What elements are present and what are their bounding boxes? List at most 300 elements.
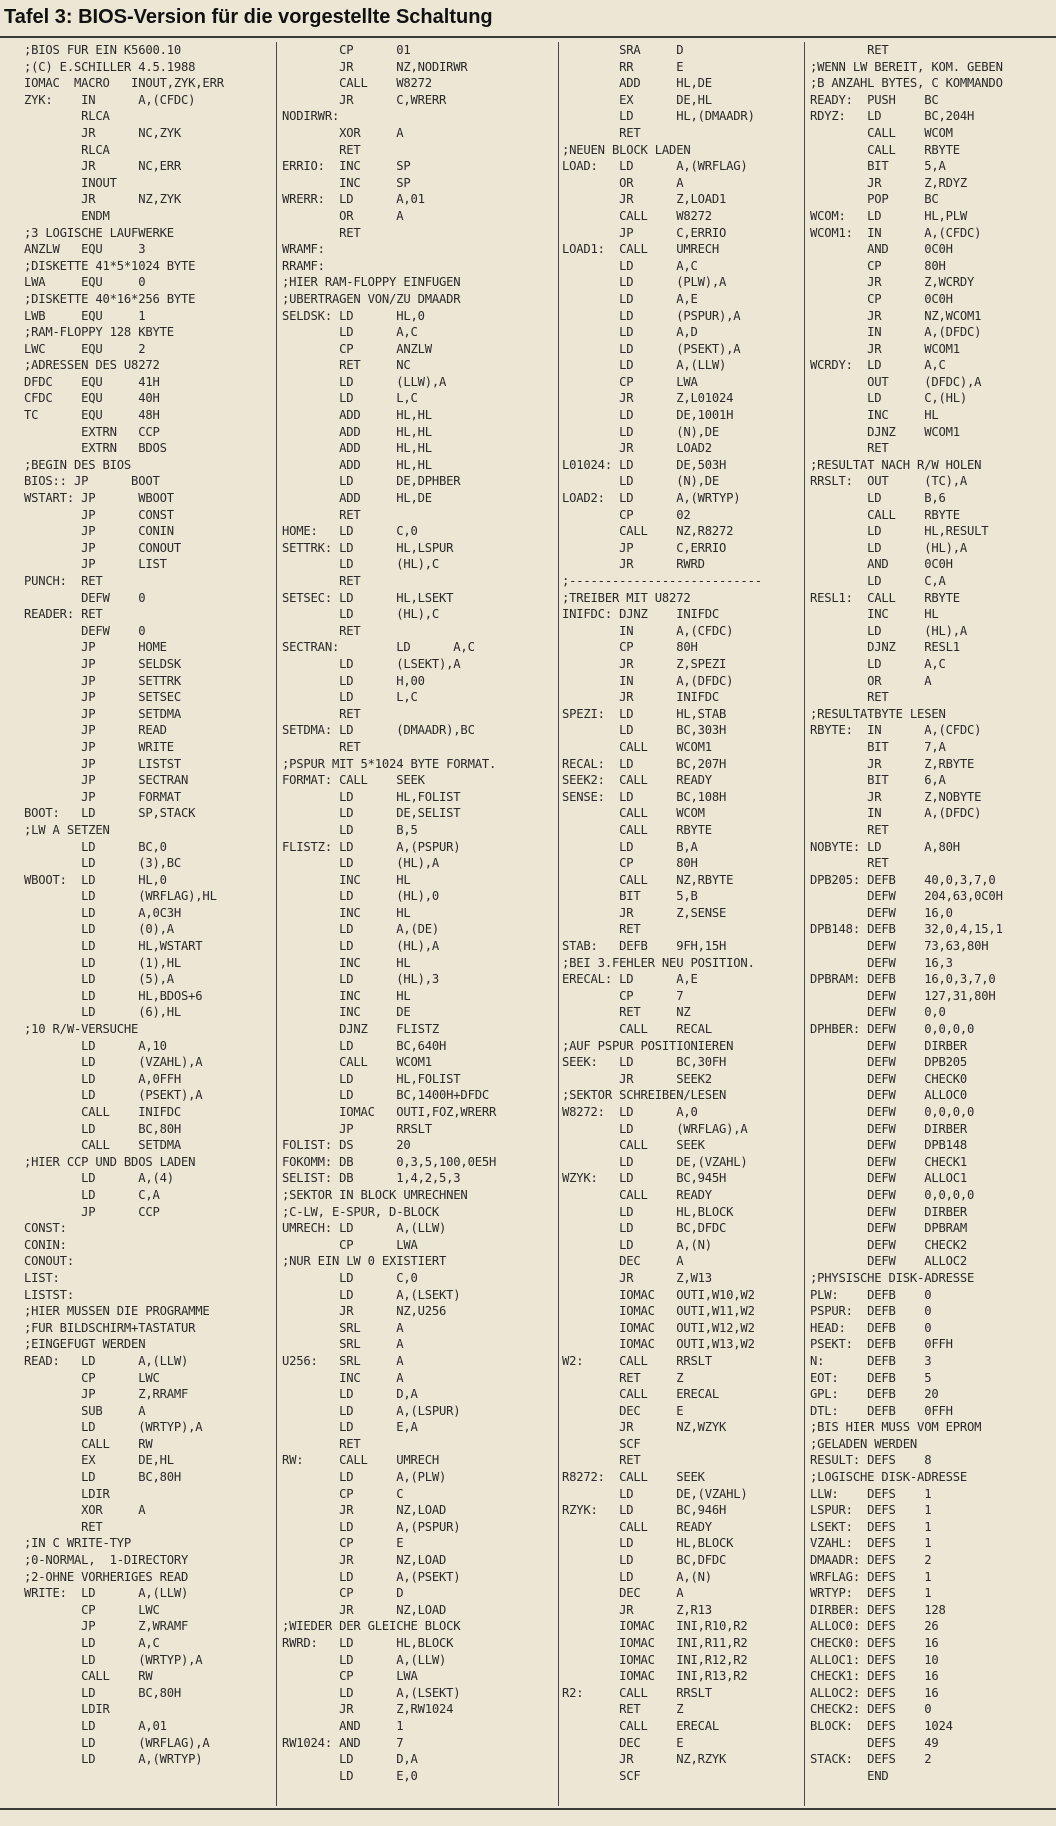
code-line: SETSEC: LD HL,LSEKT xyxy=(282,590,454,605)
code-line: JR Z,SENSE xyxy=(562,905,727,920)
code-line: JP C,ERRIO xyxy=(562,225,727,240)
code-line: JR NZ,ZYK xyxy=(24,192,182,207)
code-line: LD DE,DPHBER xyxy=(282,474,461,489)
code-line: RET xyxy=(282,507,361,522)
code-line: LD E,A xyxy=(282,1420,418,1435)
code-line: DJNZ WCOM1 xyxy=(810,424,960,439)
code-line: CALL RW xyxy=(24,1669,153,1684)
code-line: ;10 R/W-VERSUCHE xyxy=(24,1022,139,1037)
code-line: OR A xyxy=(562,175,684,190)
code-line: RBYTE: IN A,(CFDC) xyxy=(810,723,982,738)
listing-column-2 xyxy=(282,42,554,1806)
code-line: LD A,(PSPUR) xyxy=(282,1519,461,1534)
code-line: DEC A xyxy=(562,1254,684,1269)
code-line: ;SEKTOR IN BLOCK UMRECHNEN xyxy=(282,1187,468,1202)
code-line: INC HL xyxy=(282,988,411,1003)
code-line: RET xyxy=(810,856,889,871)
code-line: FOKOMM: DB 0,3,5,100,0E5H xyxy=(282,1154,497,1169)
code-line: SENSE: LD BC,108H xyxy=(562,789,727,804)
code-line: ;PSPUR MIT 5*1024 BYTE FORMAT. xyxy=(282,756,497,771)
code-line: DEFW DIRBER xyxy=(810,1121,968,1136)
code-line: LD (HL),A xyxy=(810,623,968,638)
code-line: LD (HL),0 xyxy=(282,889,440,904)
code-line: LD A,(PSEKT) xyxy=(282,1569,461,1584)
code-line: CP E xyxy=(282,1536,404,1551)
code-line: WBOOT: LD HL,0 xyxy=(24,872,167,887)
code-line: W8272: LD A,0 xyxy=(562,1105,698,1119)
code-line: READER: RET xyxy=(24,607,103,622)
code-line: CP LWA xyxy=(282,1237,418,1252)
code-line: R8272: CALL SEEK xyxy=(562,1470,705,1485)
code-line: SELIST: DB 1,4,2,5,3 xyxy=(282,1171,461,1186)
code-line: LD A,C xyxy=(24,1636,160,1650)
code-line: JP RRSLT xyxy=(282,1121,432,1136)
code-line: NODIRWR: xyxy=(282,109,340,124)
code-line: RET xyxy=(562,1453,641,1468)
code-line: CHECK1: DEFS 16 xyxy=(810,1669,939,1684)
column-divider xyxy=(276,42,277,1806)
bottom-rule xyxy=(0,1808,1056,1810)
code-line: LDIR xyxy=(24,1702,110,1717)
code-line: LLW: DEFS 1 xyxy=(810,1486,932,1501)
code-line: END xyxy=(810,1768,889,1783)
code-line: IOMAC INI,R12,R2 xyxy=(562,1652,748,1667)
code-line: ENDM xyxy=(24,208,110,223)
code-line: DPB205: DEFB 40,0,3,7,0 xyxy=(810,872,996,887)
code-line: LD BC,303H xyxy=(562,723,727,738)
code-line: SRL A xyxy=(282,1320,404,1335)
code-line: DEFW 0 xyxy=(24,623,146,638)
code-line: CALL WCOM xyxy=(810,125,953,140)
code-line: EOT: DEFB 5 xyxy=(810,1370,932,1385)
code-line: AND 0C0H xyxy=(810,242,953,257)
code-line: ;NUR EIN LW 0 EXISTIERT xyxy=(282,1254,447,1269)
code-line: WRTYP: DEFS 1 xyxy=(810,1586,932,1601)
code-line: ERRIO: INC SP xyxy=(282,159,411,174)
code-line: LD BC,DFDC xyxy=(562,1553,727,1568)
code-line: CALL NZ,R8272 xyxy=(562,524,734,539)
code-line: RET xyxy=(282,574,361,588)
code-line: LD (HL),3 xyxy=(282,972,440,987)
code-line: JR LOAD2 xyxy=(562,441,712,456)
code-line: INIFDC: DJNZ INIFDC xyxy=(562,607,720,622)
code-line: CP 0C0H xyxy=(810,291,953,306)
code-line: DPBRAM: DEFB 16,0,3,7,0 xyxy=(810,972,996,987)
code-line: CP ANZLW xyxy=(282,341,432,356)
code-line: ;UBERTRAGEN VON/ZU DMAADR xyxy=(282,291,461,306)
code-line: SCF xyxy=(562,1436,641,1451)
code-line: CALL W8272 xyxy=(282,76,432,91)
code-line: RET xyxy=(282,706,361,721)
code-line: ALLOC2: DEFS 16 xyxy=(810,1685,939,1700)
code-line: LWC EQU 2 xyxy=(24,341,146,356)
code-line: LD (PSEKT),A xyxy=(562,341,741,356)
code-line: LD HL,FOLIST xyxy=(282,789,461,804)
code-line: ;BEGIN DES BIOS xyxy=(24,457,132,472)
code-line: RW1024: AND 7 xyxy=(282,1735,404,1750)
code-line: CALL RECAL xyxy=(562,1022,712,1037)
code-line: SCF xyxy=(562,1768,641,1783)
code-line: JP LISTST xyxy=(24,756,182,771)
code-line: LD HL,(DMAADR) xyxy=(562,109,755,124)
code-line: ;RESULTATBYTE LESEN xyxy=(810,706,946,721)
code-line: JR Z,RBYTE xyxy=(810,756,975,771)
code-line: INC HL xyxy=(810,607,939,622)
code-line: ;--------------------------- xyxy=(562,574,762,588)
code-line: DTL: DEFB 0FFH xyxy=(810,1403,953,1418)
code-line: ;HIER RAM-FLOPPY EINFUGEN xyxy=(282,275,461,290)
code-line: RET xyxy=(24,1519,103,1534)
code-line: DJNZ RESL1 xyxy=(810,640,960,655)
code-line: LD (PSPUR),A xyxy=(562,308,741,323)
code-line: ;NEUEN BLOCK LADEN xyxy=(562,142,691,157)
code-line: XOR A xyxy=(24,1503,146,1518)
code-line: RET xyxy=(810,690,889,705)
listing-columns xyxy=(0,42,1056,1806)
code-line: INC HL xyxy=(282,905,411,920)
code-line: LD B,6 xyxy=(810,491,946,506)
code-line: LOAD2: LD A,(WRTYP) xyxy=(562,491,741,506)
code-line: ADD HL,DE xyxy=(282,491,432,506)
code-line: LD B,A xyxy=(562,839,698,854)
code-line: LIST: xyxy=(24,1270,60,1285)
code-line: LD (WRTYP),A xyxy=(24,1652,203,1667)
code-line: CP LWA xyxy=(282,1669,418,1684)
code-line: PSPUR: DEFB 0 xyxy=(810,1304,932,1319)
code-line: LISTST: xyxy=(24,1287,74,1302)
code-line: RET xyxy=(810,822,889,837)
code-line: SRA D xyxy=(562,43,684,57)
code-line: LD (1),HL xyxy=(24,955,182,970)
code-line: ;GELADEN WERDEN xyxy=(810,1436,918,1451)
code-line: WCOM: LD HL,PLW xyxy=(810,208,968,223)
code-line: DEFW ALLOC0 xyxy=(810,1088,968,1103)
code-line: READY: PUSH BC xyxy=(810,92,939,107)
code-line: LD (5),A xyxy=(24,972,174,987)
code-line: ;TREIBER MIT U8272 xyxy=(562,590,691,605)
code-line: JP SETSEC xyxy=(24,690,182,705)
code-line: IN A,(DFDC) xyxy=(562,673,734,688)
code-line: JR SEEK2 xyxy=(562,1071,712,1086)
code-line: RET xyxy=(282,142,361,157)
code-line: BIT 6,A xyxy=(810,773,946,788)
code-line: JP Z,WRAMF xyxy=(24,1619,189,1634)
code-line: IOMAC INI,R10,R2 xyxy=(562,1619,748,1634)
code-line: JP C,ERRIO xyxy=(562,540,727,555)
code-line: DEFW 0,0,0,0 xyxy=(810,1105,975,1119)
code-line: DEFW DPB205 xyxy=(810,1055,968,1070)
code-line: LD (LLW),A xyxy=(282,374,447,389)
code-line: LD A,C xyxy=(810,656,946,671)
code-line: LD A,0C3H xyxy=(24,905,182,920)
code-line: DJNZ FLISTZ xyxy=(282,1022,440,1037)
code-line: JR NC,ERR xyxy=(24,159,182,174)
code-line: CALL SEEK xyxy=(562,1138,705,1153)
code-line: RET xyxy=(282,1436,361,1451)
code-line: JR Z,NOBYTE xyxy=(810,789,982,804)
code-line: BIT 7,A xyxy=(810,739,946,754)
code-line: LWB EQU 1 xyxy=(24,308,146,323)
code-line: RZYK: LD BC,946H xyxy=(562,1503,727,1518)
code-line: SRL A xyxy=(282,1337,404,1352)
code-line: WCRDY: LD A,C xyxy=(810,358,946,373)
code-line: INC HL xyxy=(810,408,939,423)
code-line: LD L,C xyxy=(282,391,418,406)
code-line: ;WIEDER DER GLEICHE BLOCK xyxy=(282,1619,461,1634)
code-line: LD BC,0 xyxy=(24,839,167,854)
code-line: POP BC xyxy=(810,192,939,207)
code-line: CP 02 xyxy=(562,507,691,522)
code-line: LD (WRFLAG),A xyxy=(562,1121,748,1136)
code-line: ;WENN LW BEREIT, KOM. GEBEN xyxy=(810,59,1003,74)
code-line: NOBYTE: LD A,80H xyxy=(810,839,960,854)
code-line: DEFS 49 xyxy=(810,1735,939,1750)
code-line: LD BC,80H xyxy=(24,1685,182,1700)
code-line: BOOT: LD SP,STACK xyxy=(24,806,196,821)
code-line: OR A xyxy=(282,208,404,223)
code-line: ;BIS HIER MUSS VOM EPROM xyxy=(810,1420,982,1435)
code-line: LD A,(LSPUR) xyxy=(282,1403,461,1418)
code-line: CALL RBYTE xyxy=(810,142,960,157)
code-line: ANZLW EQU 3 xyxy=(24,242,146,257)
code-line: JR INIFDC xyxy=(562,690,720,705)
code-line: JR NZ,RZYK xyxy=(562,1752,727,1767)
code-line: CALL ERECAL xyxy=(562,1387,720,1402)
code-line: JP LIST xyxy=(24,557,167,572)
code-line: DEFW 16,3 xyxy=(810,955,953,970)
code-line: JP CONIN xyxy=(24,524,174,539)
code-line: RECAL: LD BC,207H xyxy=(562,756,727,771)
code-line: RESL1: CALL RBYTE xyxy=(810,590,960,605)
code-line: GPL: DEFB 20 xyxy=(810,1387,939,1402)
code-line: INOUT xyxy=(24,175,117,190)
column-divider xyxy=(804,42,805,1806)
code-line: JR NZ,WZYK xyxy=(562,1420,727,1435)
code-line: CONOUT: xyxy=(24,1254,74,1269)
code-line: LD BC,80H xyxy=(24,1470,182,1485)
code-line: CP 80H xyxy=(810,258,946,273)
code-line: ;SEKTOR SCHREIBEN/LESEN xyxy=(562,1088,727,1103)
code-line: RET Z xyxy=(562,1370,684,1385)
code-line: ALLOC0: DEFS 26 xyxy=(810,1619,939,1634)
code-line: INC A xyxy=(282,1370,404,1385)
code-line: JR RWRD xyxy=(562,557,705,572)
code-line: DMAADR: DEFS 2 xyxy=(810,1553,932,1568)
code-line: IOMAC INI,R11,R2 xyxy=(562,1636,748,1650)
code-line: LD A,(WRTYP) xyxy=(24,1752,203,1767)
code-line: ;BIOS FUR EIN K5600.10 xyxy=(24,43,182,57)
code-line: EXTRN CCP xyxy=(24,424,160,439)
code-line: ADD HL,HL xyxy=(282,441,432,456)
code-line: ;RESULTAT NACH R/W HOLEN xyxy=(810,457,982,472)
code-line: JR NZ,LOAD xyxy=(282,1602,447,1617)
code-line: SEEK2: CALL READY xyxy=(562,773,712,788)
code-line: RW: CALL UMRECH xyxy=(282,1453,440,1468)
code-line: LD (PSEKT),A xyxy=(24,1088,203,1103)
code-line: IOMAC MACRO INOUT,ZYK,ERR xyxy=(24,76,224,91)
code-line: ;RAM-FLOPPY 128 KBYTE xyxy=(24,325,174,340)
code-line: LD A,(N) xyxy=(562,1237,712,1252)
code-line: RRAMF: xyxy=(282,258,325,273)
code-line: SETTRK: LD HL,LSPUR xyxy=(282,540,454,555)
code-line: CP D xyxy=(282,1586,404,1601)
code-line: JR NZ,LOAD xyxy=(282,1503,447,1518)
code-line: RET xyxy=(282,739,361,754)
code-line: JP WRITE xyxy=(24,739,174,754)
code-line: LD HL,RESULT xyxy=(810,524,989,539)
code-line: LD (WRFLAG),HL xyxy=(24,889,217,904)
code-line: RLCA xyxy=(24,142,110,157)
code-line: SECTRAN: LD A,C xyxy=(282,640,475,655)
code-line: LD BC,640H xyxy=(282,1038,447,1053)
code-line: LD (6),HL xyxy=(24,1005,182,1020)
code-line: CONIN: xyxy=(24,1237,67,1252)
code-line: JP CONST xyxy=(24,507,174,522)
code-line: ;AUF PSPUR POSITIONIEREN xyxy=(562,1038,734,1053)
code-line: CALL RBYTE xyxy=(810,507,960,522)
code-line: XOR A xyxy=(282,125,404,140)
code-line: CALL SETDMA xyxy=(24,1138,182,1153)
code-line: JR Z,L01024 xyxy=(562,391,734,406)
code-line: EX DE,HL xyxy=(24,1453,174,1468)
code-line: DEFW 0 xyxy=(24,590,146,605)
code-line: FOLIST: DS 20 xyxy=(282,1138,411,1153)
code-line: DPB148: DEFB 32,0,4,15,1 xyxy=(810,922,1003,937)
code-line: JP READ xyxy=(24,723,167,738)
code-line: SETDMA: LD (DMAADR),BC xyxy=(282,723,475,738)
code-line: TC EQU 48H xyxy=(24,408,160,423)
code-line: IOMAC OUTI,W12,W2 xyxy=(562,1320,755,1335)
code-line: LD (WRFLAG),A xyxy=(24,1735,210,1750)
code-line: LD (HL),A xyxy=(810,540,968,555)
code-line: RESULT: DEFS 8 xyxy=(810,1453,932,1468)
code-line: WRERR: LD A,01 xyxy=(282,192,425,207)
code-line: JP CCP xyxy=(24,1204,160,1219)
code-line: RET xyxy=(282,623,361,638)
code-line: JR C,WRERR xyxy=(282,92,447,107)
code-line: CP 80H xyxy=(562,856,698,871)
code-line: JR WCOM1 xyxy=(810,341,960,356)
code-line: ;C-LW, E-SPUR, D-BLOCK xyxy=(282,1204,440,1219)
code-line: IOMAC OUTI,W10,W2 xyxy=(562,1287,755,1302)
code-line: LD A,(LLW) xyxy=(282,1652,447,1667)
code-line: LD HL,BLOCK xyxy=(562,1204,734,1219)
code-line: LD A,(4) xyxy=(24,1171,174,1186)
code-line: EX DE,HL xyxy=(562,92,712,107)
code-line: ;0-NORMAL, 1-DIRECTORY xyxy=(24,1553,189,1568)
code-line: STACK: DEFS 2 xyxy=(810,1752,932,1767)
code-line: U256: SRL A xyxy=(282,1353,404,1368)
code-line: SEEK: LD BC,30FH xyxy=(562,1055,727,1070)
code-line: CALL NZ,RBYTE xyxy=(562,872,734,887)
code-line: LD C,A xyxy=(810,574,946,588)
code-line: IOMAC OUTI,FOZ,WRERR xyxy=(282,1105,497,1119)
code-line: JP Z,RRAMF xyxy=(24,1387,189,1402)
code-line: BIOS:: JP BOOT xyxy=(24,474,160,489)
code-line: LD (3),BC xyxy=(24,856,182,871)
code-line: INC HL xyxy=(282,872,411,887)
code-line: LD (HL),A xyxy=(282,856,440,871)
code-line: LD (HL),C xyxy=(282,607,440,622)
code-line: LD A,(LLW) xyxy=(562,358,727,373)
code-line: LD A,(LSEKT) xyxy=(282,1685,461,1700)
code-line: WRITE: LD A,(LLW) xyxy=(24,1586,189,1601)
code-line: LD (0),A xyxy=(24,922,174,937)
code-line: CP 80H xyxy=(562,640,698,655)
code-line: DEFW CHECK0 xyxy=(810,1071,968,1086)
code-line: IN A,(DFDC) xyxy=(810,806,982,821)
code-line: CALL WCOM xyxy=(562,806,705,821)
code-line: JR NZ,NODIRWR xyxy=(282,59,468,74)
code-line: PSEKT: DEFB 0FFH xyxy=(810,1337,953,1352)
code-line: LD A,01 xyxy=(24,1718,167,1733)
code-line: RET xyxy=(282,225,361,240)
code-line: LD (LSEKT),A xyxy=(282,656,461,671)
code-line: ;B ANZAHL BYTES, C KOMMANDO xyxy=(810,76,1003,91)
code-line: CHECK0: DEFS 16 xyxy=(810,1636,939,1650)
code-line: DEFW ALLOC1 xyxy=(810,1171,968,1186)
code-line: RET NC xyxy=(282,358,411,373)
code-line: HEAD: DEFB 0 xyxy=(810,1320,932,1335)
code-line: LSEKT: DEFS 1 xyxy=(810,1519,932,1534)
code-line: LD C,A xyxy=(24,1187,160,1202)
code-line: CALL INIFDC xyxy=(24,1105,182,1119)
code-line: LD A,(DE) xyxy=(282,922,440,937)
code-line: READ: LD A,(LLW) xyxy=(24,1353,189,1368)
column-divider xyxy=(558,42,559,1806)
code-line: EXTRN BDOS xyxy=(24,441,167,456)
code-line: RDYZ: LD BC,204H xyxy=(810,109,975,124)
code-line: LD BC,1400H+DFDC xyxy=(282,1088,489,1103)
code-line: RET xyxy=(562,922,641,937)
code-line: CP LWA xyxy=(562,374,698,389)
code-line: ADD HL,HL xyxy=(282,424,432,439)
code-line: LD H,00 xyxy=(282,673,425,688)
code-line: INC DE xyxy=(282,1005,411,1020)
code-line: WCOM1: IN A,(CFDC) xyxy=(810,225,982,240)
code-line: LD BC,DFDC xyxy=(562,1221,727,1236)
code-line: JR Z,W13 xyxy=(562,1270,712,1285)
code-line: LD HL,BDOS+6 xyxy=(24,988,203,1003)
code-line: CALL READY xyxy=(562,1187,712,1202)
code-line: JP HOME xyxy=(24,640,167,655)
code-line: DEC E xyxy=(562,1403,684,1418)
code-line: ZYK: IN A,(CFDC) xyxy=(24,92,196,107)
code-line: DEFW DIRBER xyxy=(810,1038,968,1053)
code-line: CFDC EQU 40H xyxy=(24,391,160,406)
code-line: JR Z,R13 xyxy=(562,1602,712,1617)
code-line: DEFW 204,63,0C0H xyxy=(810,889,1003,904)
code-line: LD (N),DE xyxy=(562,424,720,439)
code-line: JP FORMAT xyxy=(24,789,182,804)
code-line: JP SELDSK xyxy=(24,656,182,671)
code-line: OR A xyxy=(810,673,932,688)
code-line: RRSLT: OUT (TC),A xyxy=(810,474,968,489)
code-line: ;3 LOGISCHE LAUFWERKE xyxy=(24,225,174,240)
code-line: OUT (DFDC),A xyxy=(810,374,982,389)
code-line: IOMAC OUTI,W11,W2 xyxy=(562,1304,755,1319)
code-line: JR NZ,LOAD xyxy=(282,1553,447,1568)
code-line: ADD HL,HL xyxy=(282,457,432,472)
code-line: DEFW CHECK1 xyxy=(810,1154,968,1169)
code-line: LD BC,80H xyxy=(24,1121,182,1136)
code-line: JR Z,RDYZ xyxy=(810,175,968,190)
code-line: RWRD: LD HL,BLOCK xyxy=(282,1636,454,1650)
code-line: LD C,(HL) xyxy=(810,391,968,406)
code-line: LD (VZAHL),A xyxy=(24,1055,203,1070)
code-line: LD (HL),A xyxy=(282,939,440,954)
code-line: DEFW 127,31,80H xyxy=(810,988,996,1003)
